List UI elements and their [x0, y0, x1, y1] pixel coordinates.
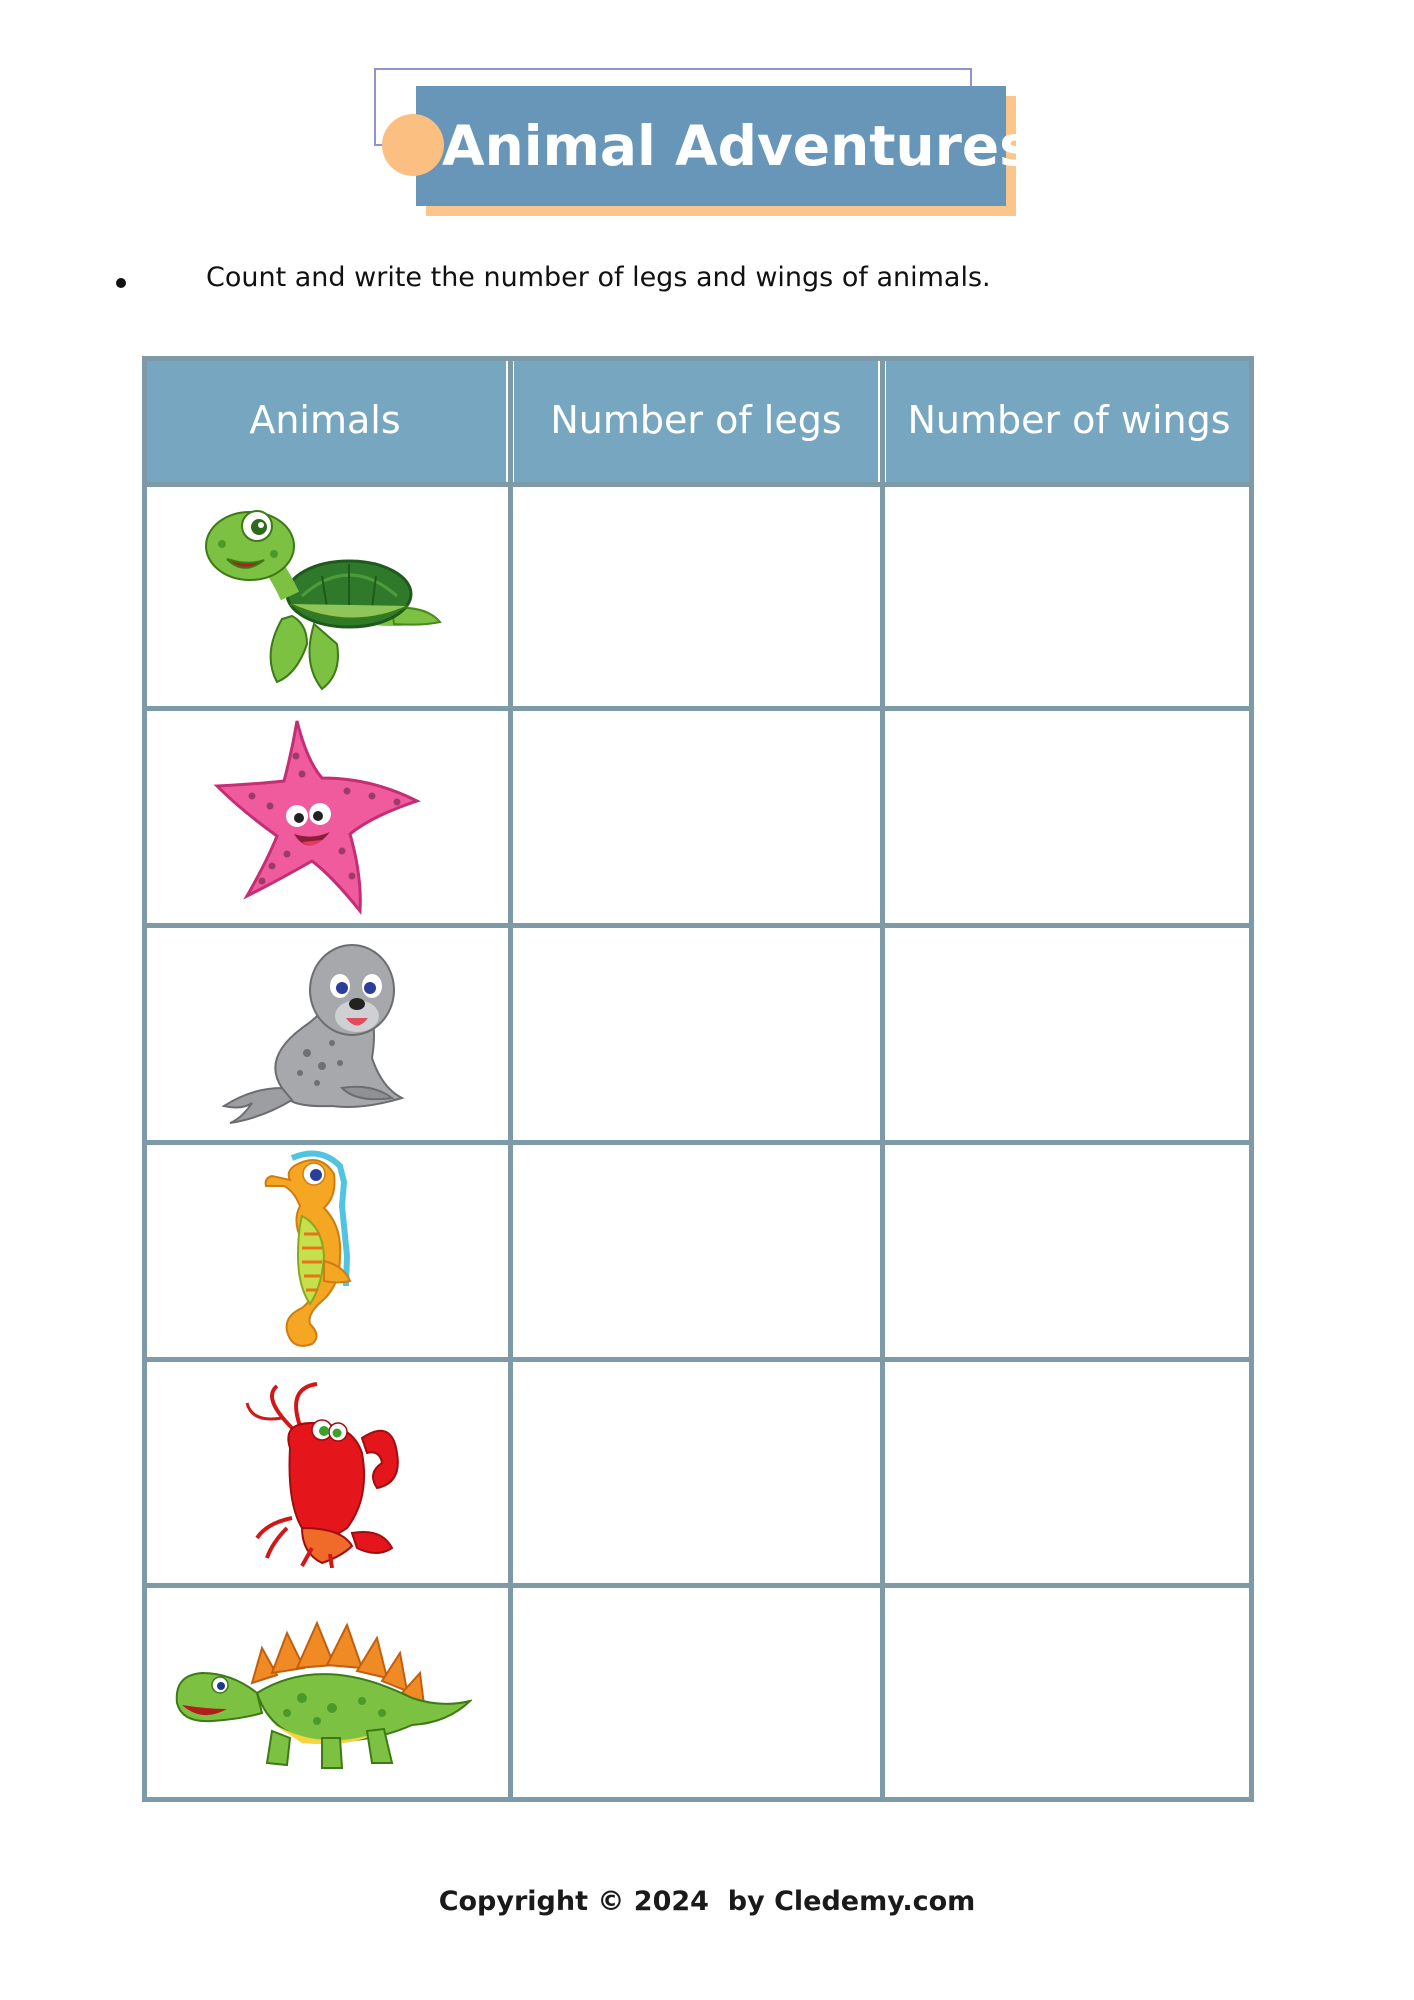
wings-cell[interactable] — [885, 1145, 1249, 1357]
title-dot — [382, 114, 444, 176]
bullet-icon — [116, 278, 126, 288]
wings-cell[interactable] — [885, 928, 1249, 1140]
instruction-text: Count and write the number of legs and wings of animals. — [206, 262, 991, 293]
column-header-legs: Number of legs — [514, 356, 878, 484]
grid-line — [142, 356, 1254, 361]
legs-cell[interactable] — [513, 487, 880, 706]
copyright-footer: Copyright © 2024 by Cledemy.com — [438, 1886, 976, 1917]
seahorse-icon — [262, 1146, 382, 1351]
legs-cell[interactable] — [513, 1145, 880, 1357]
turtle-icon — [202, 504, 442, 694]
column-header-wings: Number of wings — [886, 356, 1252, 484]
starfish-icon — [212, 716, 422, 916]
column-header-animals: Animals — [144, 356, 506, 484]
seal-icon — [222, 938, 422, 1128]
grid-line — [142, 1797, 1254, 1802]
worksheet-table — [142, 356, 1254, 1802]
legs-cell[interactable] — [513, 928, 880, 1140]
legs-cell[interactable] — [513, 1588, 880, 1797]
page-title: Animal Adventures — [442, 114, 1032, 178]
wings-cell[interactable] — [885, 711, 1249, 923]
stegosaurus-icon — [172, 1613, 472, 1783]
wings-cell[interactable] — [885, 1362, 1249, 1583]
legs-cell[interactable] — [513, 1362, 880, 1583]
wings-cell[interactable] — [885, 487, 1249, 706]
legs-cell[interactable] — [513, 711, 880, 923]
wings-cell[interactable] — [885, 1588, 1249, 1797]
lobster-icon — [242, 1378, 407, 1568]
